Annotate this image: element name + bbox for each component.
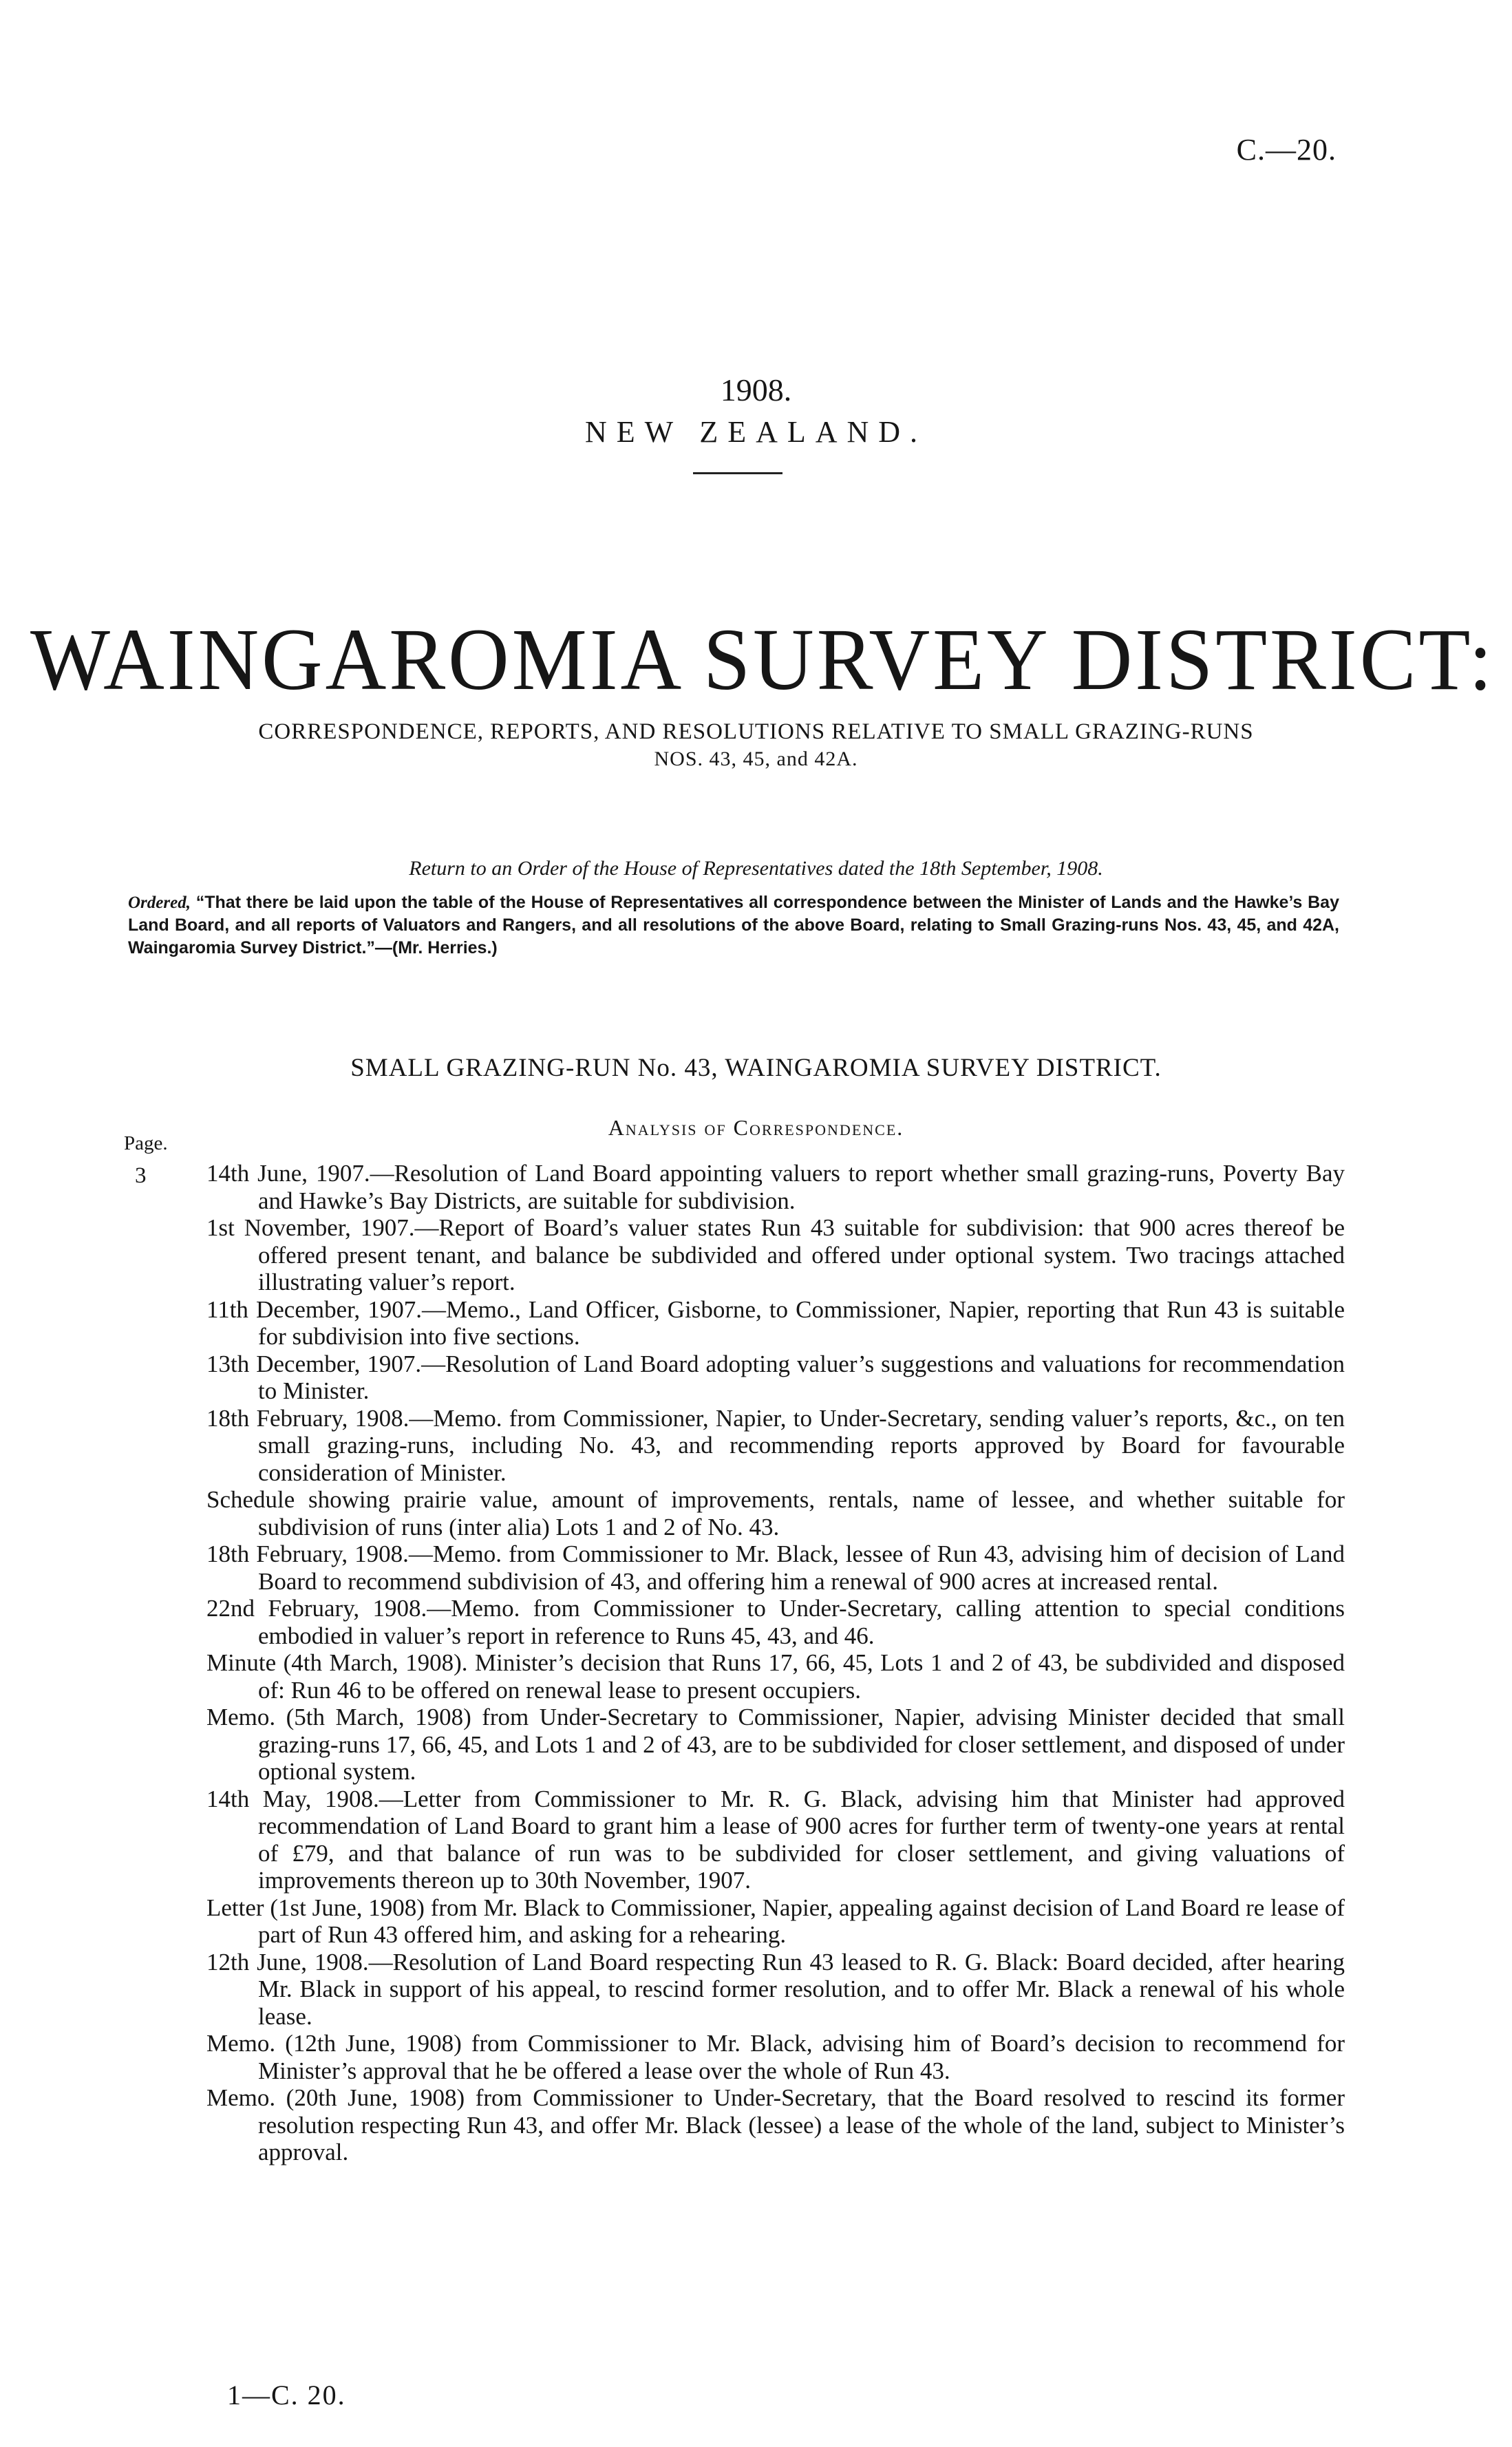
ordered-text: “That there be laid upon the table of the House of Representatives all correspondence between the Minister of Lands and the Hawke’s Bay Land Board, and all reports of Valuators and Rangers, and all resolutions of the above Board, relating to Small Grazing-runs Nos. 43, 45, and 42A, Waingaromia Survey District.”—(Mr. Herries.) [128,893,1339,957]
return-line: Return to an Order of the House of Representatives dated the 18th September, 1908. [409,857,1103,880]
footer-signature: 1—C. 20. [227,2380,346,2411]
list-item: Memo. (5th March, 1908) from Under-Secretary to Commissioner, Napier, advising Minister decided that small grazing-runs 17, 66, 45, and Lots 1 and 2 of 43, are to be subdivided for closer settlement, and disposed of under optional system. [206,1704,1345,1785]
list-item: Memo. (20th June, 1908) from Commissioner to Under-Secretary, that the Board resolved to rescind its former resolution respecting Run 43, and offer Mr. Black (lessee) a lease of the whole of the land, subject to Minister’s approval. [206,2084,1345,2165]
main-title: WAINGAROMIA SURVEY DISTRICT: [30,611,1495,708]
analysis-heading: Analysis of Correspondence. [608,1115,904,1140]
list-item: 14th June, 1907.—Resolution of Land Board appointing valuers to report whether small grazing-runs, Poverty Bay and Hawke’s Bay Districts, are suitable for subdivision. [206,1160,1345,1214]
list-item: 18th February, 1908.—Memo. from Commissioner, Napier, to Under-Secretary, sending valuer’s reports, &c., on ten small grazing-runs, including No. 43, and recommending reports approved by Board for favourable consideration of Minister. [206,1404,1345,1486]
ordered-lead: Ordered, [128,893,191,912]
list-item: 1st November, 1907.—Report of Board’s valuer states Run 43 suitable for subdivision: that 900 acres thereof be offered present tenant, and balance be subdivided and offered under optional system. Two tracings attached illustrating valuer’s report. [206,1214,1345,1295]
list-item: Letter (1st June, 1908) from Mr. Black to Commissioner, Napier, appealing against decision of Land Board re lease of part of Run 43 offered him, and asking for a rehearing. [206,1894,1345,1948]
list-item: 11th December, 1907.—Memo., Land Officer, Gisborne, to Commissioner, Napier, reporting that Run 43 is suitable for subdivision into five sections. [206,1295,1345,1350]
list-item: Minute (4th March, 1908). Minister’s decision that Runs 17, 66, 45, Lots 1 and 2 of 43, be subdivided and disposed of: Run 46 to be offered on renewal lease to present occupiers. [206,1649,1345,1704]
subtitle-run-numbers: NOS. 43, 45, and 42A. [654,748,858,770]
list-item: 13th December, 1907.—Resolution of Land Board adopting valuer’s suggestions and valuations for recommendation to Minister. [206,1350,1345,1404]
correspondence-list [206,1160,1345,2166]
subtitle: CORRESPONDENCE, REPORTS, AND RESOLUTIONS RELATIVE TO SMALL GRAZING-RUNS [258,719,1254,744]
list-item: 18th February, 1908.—Memo. from Commissioner to Mr. Black, lessee of Run 43, advising him of decision of Land Board to recommend subdivision of 43, and offering him a renewal of 900 acres at increased rental. [206,1540,1345,1595]
page-number: 3 [135,1163,147,1188]
list-item: Schedule showing prairie value, amount of improvements, rentals, name of lessee, and whether suitable for subdivision of runs (inter alia) Lots 1 and 2 of No. 43. [206,1486,1345,1540]
year: 1908. [720,372,792,407]
section-heading: SMALL GRAZING-RUN No. 43, WAINGAROMIA SURVEY DISTRICT. [350,1054,1162,1082]
document-number: C.—20. [1236,133,1337,167]
list-item: 22nd February, 1908.—Memo. from Commissioner to Under-Secretary, calling attention to special conditions embodied in valuer’s report in reference to Runs 45, 43, and 46. [206,1595,1345,1649]
order-paragraph [128,891,1339,960]
list-item: 12th June, 1908.—Resolution of Land Board respecting Run 43 leased to R. G. Black: Board decided, after hearing Mr. Black in support of his appeal, to rescind former resolution, and to offer Mr. Black a renewal of his whole lease. [206,1948,1345,2030]
country: NEW ZEALAND. [584,415,928,449]
list-item: 14th May, 1908.—Letter from Commissioner to Mr. R. G. Black, advising him that Minister had approved recommendation of Land Board to grant him a lease of 900 acres for further term of twenty-one years at rental of £79, and that balance of run was to be subdivided for closer settlement, and giving valuations of improvements thereon up to 30th November, 1907. [206,1785,1345,1894]
page-column-label: Page. [124,1132,168,1154]
title-rule [693,472,782,474]
list-item: Memo. (12th June, 1908) from Commissioner to Mr. Black, advising him of Board’s decision to recommend for Minister’s approval that he be offered a lease over the whole of Run 43. [206,2030,1345,2084]
